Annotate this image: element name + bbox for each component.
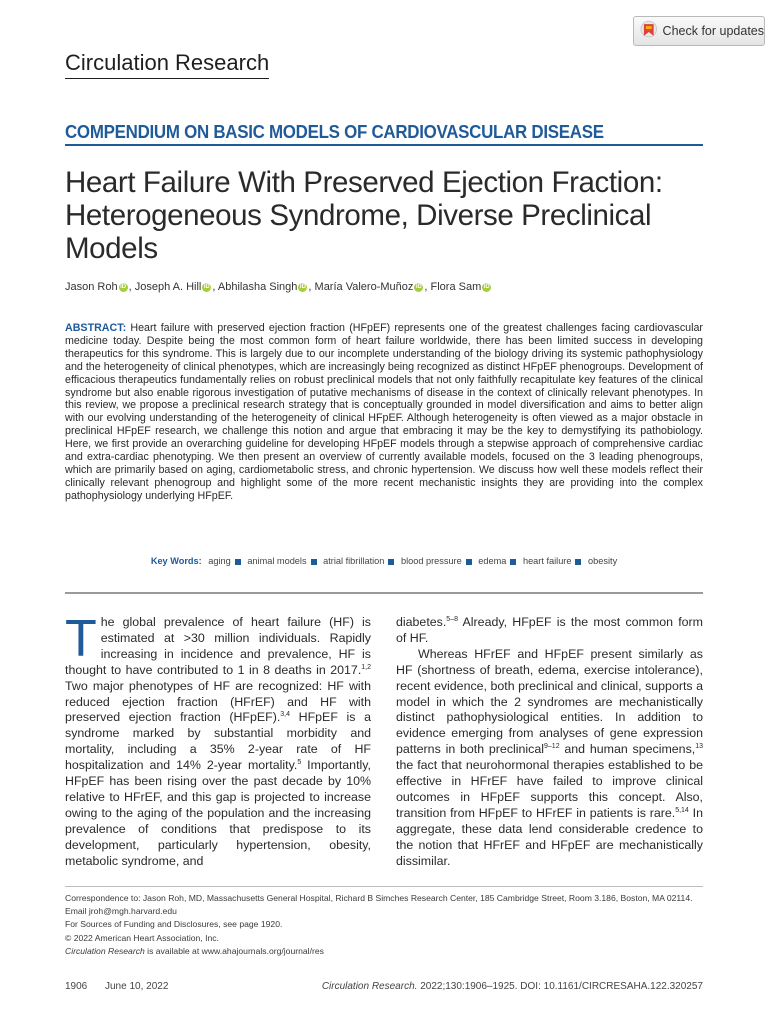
keyword-separator-icon xyxy=(235,559,241,565)
correspondence-email[interactable]: Email jroh@mgh.harvard.edu xyxy=(65,906,177,916)
author-name[interactable]: María Valero-Muñoz xyxy=(314,281,414,293)
title-line: Models xyxy=(65,232,158,265)
body-text: the fact that neurohormonal therapies established to be effective in HFrEF have failed to improve clinical outcomes in HFpEF supports this concept. Also, transition from HFpEF to HFrEF in patients is rare. xyxy=(396,758,703,820)
keyword-separator-icon xyxy=(575,559,581,565)
section-rule xyxy=(65,144,703,146)
body-text: HFpEF is a syndrome marked by substantial morbidity and mortality, including a 35% 2-year rate of HF hospitalization and 14% 2-year mortality. xyxy=(65,710,371,773)
correspondence-note: Correspondence to: Jason Roh, MD, Massachusetts General Hospital, Richard B Simches Research Center, 185 Cambridge Street, Room 3.186, Boston, MA 02114. xyxy=(65,893,693,903)
keyword: atrial fibrillation xyxy=(323,556,385,566)
orcid-icon[interactable]: iD xyxy=(120,283,127,290)
citation-line xyxy=(322,981,703,992)
abstract xyxy=(65,322,703,503)
citation-ref[interactable]: 5,14 xyxy=(675,806,689,814)
body-text: he global prevalence of heart failure (HF) is estimated at >30 million individuals. Rapidly increasing in incidence and prevalence, HF is thought to have contributed to 1 in 8 deaths in 2017. xyxy=(65,615,371,677)
keyword-separator-icon xyxy=(311,559,317,565)
paragraph xyxy=(396,647,703,870)
citation-details[interactable]: 2022;130:1906–1925. DOI: 10.1161/CIRCRESAHA.122.320257 xyxy=(417,981,703,992)
body-text: Whereas HFrEF and HFpEF present similarly as HF (shortness of breath, edema, exercise intolerance), recent evidence, both preclinical and clinical, supports a model in which the 2 syndromes are mechanistically distinct pathophysiological entities. In addition to evidence emerging from analyses of gene expression patterns in both preclinical xyxy=(396,646,703,757)
section-heading: COMPENDIUM ON BASIC MODELS OF CARDIOVASCULAR DISEASE xyxy=(65,122,604,142)
crossmark-icon xyxy=(640,20,658,42)
keyword: obesity xyxy=(588,556,618,566)
citation-ref[interactable]: 3,4 xyxy=(280,711,291,719)
body-text: Two major phenotypes of HF are recognized: HF with reduced ejection fraction (HFrEF) and HF with preserved ejection fraction (HFpEF). xyxy=(65,678,371,725)
footer-divider xyxy=(65,886,703,887)
abstract-text: Heart failure with preserved ejection fraction (HFpEF) represents one of the greatest challenges facing cardiovascular medicine today. Despite being the most common form of heart failure worldwide, there has been limited success in developing therapeutics for this syndrome. This is largely due to our incomplete understanding of the biology driving its systemic pathophysiology and the heterogeneity of clinical phenotypes, which are increasingly being recognized as distinct HFpEF phenogroups. Development of efficacious therapeutics fundamentally relies on robust preclinical models that not only faithfully recapitulate key features of the clinical syndrome but also enable rigorous investigation of putative mechanisms of disease in the context of clinically relevant phenotypes. In this review, we propose a preclinical research strategy that is conceptually grounded in model diversification and aims to better align with our evolving understanding of the heterogeneity of clinical HFpEF. Although heterogeneity is often viewed as a major obstacle in preclinical HFpEF research, we challenge this notion and argue that embracing it may be the key to demystifying its pathobiology. Here, we first provide an overarching guideline for developing HFpEF models through a stepwise approach of comprehensive cardiac and extra-cardiac phenotyping. We then present an overview of currently available models, focused on the 3 leading phenogroups, which are primarily based on aging, cardiometabolic stress, and chronic hypertension. We discuss how well these models reflect their clinically relevant phenogroup and highlight some of the more recent mechanistic insights they are providing into the complex pathophysiology underlying HFpEF. xyxy=(65,322,703,502)
keyword: edema xyxy=(478,556,507,566)
body-column-left xyxy=(65,610,371,870)
page-number: 1906 xyxy=(65,981,88,992)
publication-date: June 10, 2022 xyxy=(105,981,169,992)
journal-name: Circulation Research xyxy=(65,50,270,75)
funding-note: For Sources of Funding and Disclosures, see page 1920. xyxy=(65,919,283,929)
citation-ref[interactable]: 1,2 xyxy=(361,663,371,671)
citation-ref[interactable]: 13 xyxy=(695,743,703,751)
article-title xyxy=(65,166,705,265)
author-name[interactable]: Joseph A. Hill xyxy=(134,281,202,293)
check-for-updates-button[interactable] xyxy=(633,16,765,46)
orcid-icon[interactable]: iD xyxy=(415,283,422,290)
author-list: Jason Roh iD , Joseph A. Hill iD , Abhilasha Singh iD , María Valero-Muñoz iD , Flora Sam iD xyxy=(65,281,490,293)
title-line: Heterogeneous Syndrome, Diverse Preclinical xyxy=(65,199,652,232)
citation-journal: Circulation Research. xyxy=(321,981,418,992)
keyword: aging xyxy=(208,556,231,566)
orcid-icon[interactable]: iD xyxy=(299,283,306,290)
keyword: animal models xyxy=(247,556,307,566)
availability-note xyxy=(65,946,324,956)
orcid-icon[interactable]: iD xyxy=(203,283,210,290)
body-divider xyxy=(65,592,703,594)
keyword-separator-icon xyxy=(388,559,394,565)
keyword: heart failure xyxy=(522,556,572,566)
title-line: Heart Failure With Preserved Ejection Fraction: xyxy=(65,166,663,199)
keywords-label: Key Words: xyxy=(150,556,202,566)
body-text: diabetes. xyxy=(396,615,447,629)
author-name[interactable]: Flora Sam xyxy=(430,281,482,293)
body-text: Already, HFpEF is the most common form of HF. xyxy=(396,615,703,645)
journal-name-italic: Circulation Research xyxy=(65,946,145,956)
citation-ref[interactable]: 5 xyxy=(297,759,302,767)
body-text: In aggregate, these data lend considerable credence to the notion that HFrEF and HFpEF are mechanistically dissimilar. xyxy=(396,805,703,868)
abstract-label: ABSTRACT: xyxy=(65,322,127,334)
author-name[interactable]: Abhilasha Singh xyxy=(217,281,298,293)
journal-underline xyxy=(65,78,269,79)
keyword-separator-icon xyxy=(510,559,516,565)
citation-ref[interactable]: 5–8 xyxy=(446,615,458,623)
author-name[interactable]: Jason Roh xyxy=(65,281,118,293)
keyword-separator-icon xyxy=(466,559,472,565)
copyright-note: © 2022 American Heart Association, Inc. xyxy=(65,933,219,943)
body-text: and human specimens, xyxy=(559,742,696,757)
drop-cap: T xyxy=(65,610,97,668)
check-for-updates-label: Check for updates xyxy=(662,24,764,38)
body-column-right xyxy=(396,615,703,870)
keyword: blood pressure xyxy=(400,556,462,566)
orcid-icon[interactable]: iD xyxy=(483,283,490,290)
body-text: Importantly, HFpEF has been rising over the past decade by 10% relative to HFrEF, and this gap is projected to increase owing to the aging of the population and the increasing prevalence of conditions that predispose to its development, particularly hypertension, obesity, metabolic syndrome, and xyxy=(65,758,371,868)
keywords xyxy=(0,556,768,566)
availability-text: is available at www.ahajournals.org/journal/res xyxy=(144,946,324,956)
citation-ref[interactable]: 9–12 xyxy=(544,743,560,751)
